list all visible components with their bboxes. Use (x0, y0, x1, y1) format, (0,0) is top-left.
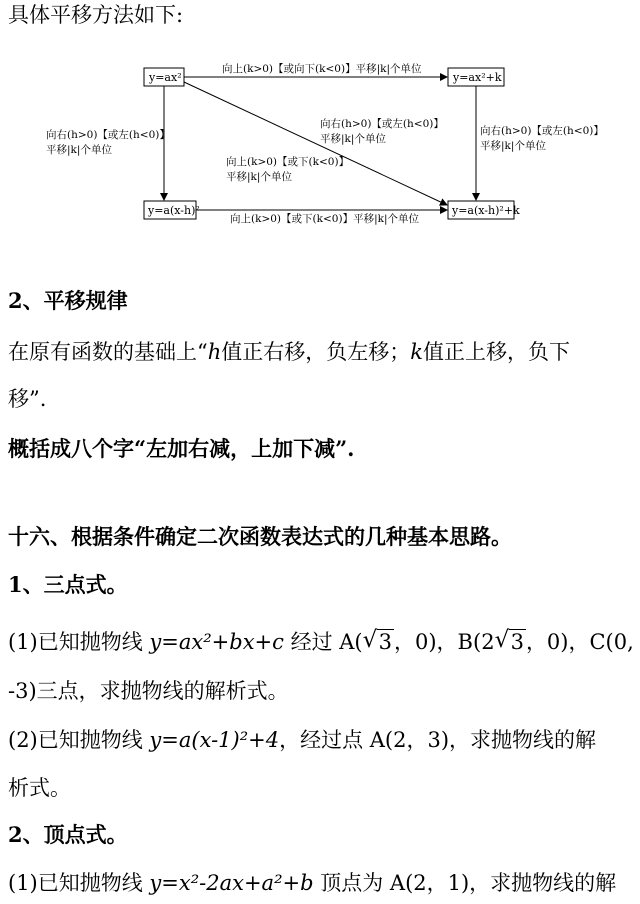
sqrt-3-b: √ 3 (494, 627, 524, 654)
box-top-right-label: y=ax²+k (453, 71, 502, 84)
label-right-arrow-1: 向右(h>0)【或左(h<0)】 (480, 125, 604, 137)
rule-mid: 值正右移，负左移； (221, 340, 411, 364)
label-diagonal-upper-1: 向右(h>0)【或左(h<0)】 (320, 118, 444, 130)
p2-pre: (2)已知抛物线 (8, 728, 150, 752)
p1-b-tail: ，0)，C(0, (525, 630, 634, 654)
label-right-arrow-2: 平移|k|个单位 (480, 140, 546, 152)
section16-heading: 十六、根据条件确定二次函数表达式的几种基本思路。 (8, 524, 512, 549)
p1-a-tail: ，0)，B( (394, 630, 482, 654)
problem-3-line-1 (8, 868, 634, 898)
sub-heading-three-point: 1、三点式。 (8, 572, 128, 597)
box-top-right (448, 68, 504, 86)
rule-post: 值正上移，负下 (423, 340, 571, 364)
label-diagonal-upper-2: 平移|k|个单位 (320, 133, 386, 145)
box-bottom-right (448, 201, 520, 219)
problem-1-line-2: -3)三点，求抛物线的解析式。 (8, 679, 289, 703)
p3-formula: y=x²-2ax+a²+b (149, 871, 314, 895)
p1-pre: (1)已知抛物线 (8, 630, 150, 654)
rule-line-1 (8, 337, 634, 367)
label-left-arrow-1: 向右(h>0)【或左(h<0)】 (46, 129, 170, 141)
sub-heading-vertex: 2、顶点式。 (8, 822, 128, 847)
label-left-arrow-2: 平移|k|个单位 (46, 144, 112, 156)
rule-k: k (410, 340, 424, 364)
box-bottom-right-label: y=a(x-h)²+k (452, 204, 520, 217)
problem-2-line-2: 析式。 (8, 776, 71, 800)
label-top-arrow: 向上(k>0)【或向下(k<0)】平移|k|个单位 (222, 63, 422, 75)
p2-post: ，经过点 A(2，3)，求抛物线的解 (279, 728, 597, 752)
p3-post: 顶点为 A(2，1)，求抛物线的解 (313, 871, 617, 895)
rule-pre: 在原有函数的基础上“ (8, 340, 208, 364)
box-top-left (144, 68, 184, 86)
rule-line-2: 移”. (8, 387, 47, 411)
p1-formula: y=ax²+bx+c (149, 630, 284, 654)
label-diagonal-lower-2: 平移|k|个单位 (226, 171, 292, 183)
arrow-diagonal (184, 82, 447, 205)
translation-diagram (0, 40, 640, 240)
label-diagonal-lower-1: 向上(k>0)【或下(k<0)】 (226, 156, 350, 168)
intro-text: 具体平移方法如下: (8, 3, 184, 27)
p1-mid: 经过 A( (283, 630, 363, 654)
p1-b-coef: 2 (481, 630, 495, 654)
box-top-left-label: y=ax² (149, 71, 182, 84)
p2-formula: y=a(x-1)²+4 (149, 728, 280, 752)
p3-pre: (1)已知抛物线 (8, 871, 150, 895)
sqrt-3-a: √ 3 (362, 627, 392, 654)
problem-1-line-1 (8, 627, 634, 657)
label-bottom-arrow: 向上(k>0)【或下(k<0)】平移|k|个单位 (230, 213, 420, 225)
box-bottom-left (144, 201, 200, 219)
rule-h: h (207, 340, 222, 364)
problem-2-line-1 (8, 725, 634, 755)
section2-heading: 2、平移规律 (8, 288, 128, 313)
box-bottom-left-label: y=a(x-h)² (148, 204, 200, 217)
summary-text: 概括成八个字“左加右减，上加下减”. (8, 436, 355, 461)
